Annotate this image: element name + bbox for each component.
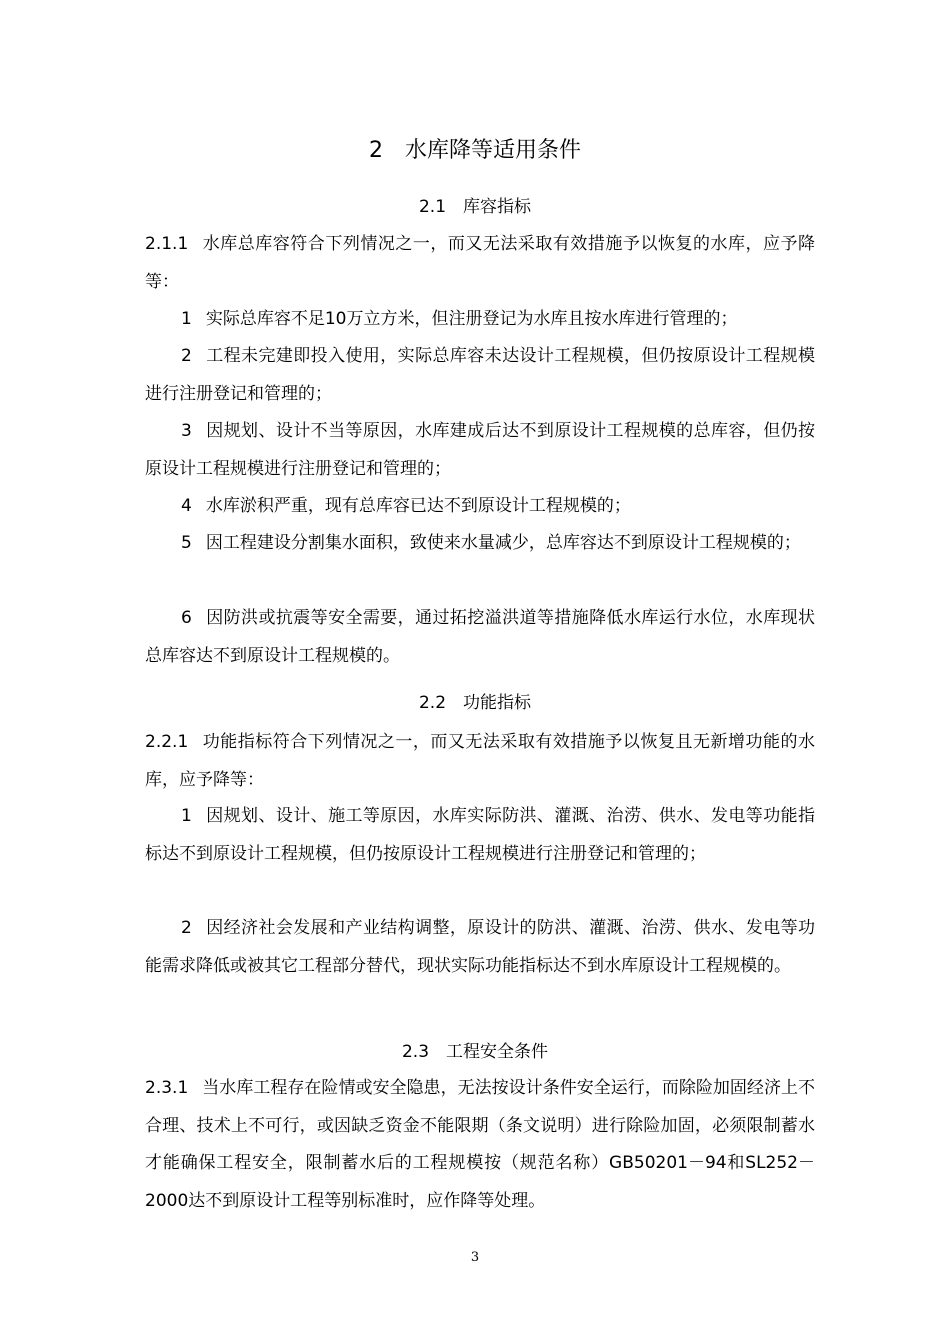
- item-number: 2: [181, 346, 192, 366]
- section-heading-2-2: 2.2 功能指标: [418, 693, 532, 713]
- list-item-2: [145, 338, 815, 413]
- list-item-5: [145, 525, 815, 563]
- page-number: 3: [470, 1250, 480, 1265]
- clause-2-2-1: [145, 724, 815, 799]
- item-text: 因工程建设分割集水面积，致使来水量减少，总库容达不到原设计工程规模的；: [205, 533, 801, 553]
- clause-number: 2.1.1: [145, 234, 189, 254]
- item-text: 实际总库容不足10万立方米，但注册登记为水库且按水库进行管理的；: [205, 309, 738, 329]
- item-number: 4: [181, 496, 192, 516]
- clause-number: 2.2.1: [145, 732, 189, 752]
- item-number: 2: [181, 918, 192, 938]
- list-item-1: [145, 301, 815, 339]
- clause-2-1-1: [145, 226, 815, 301]
- clause-text: 当水库工程存在险情或安全隐患，无法按设计条件安全运行，而除险加固经济上不合理、技术上不可行，或因缺乏资金不能限期（条文说明）进行除险加固，必须限制蓄水才能确保工程安全，限制蓄水后的工程规模按（规范名称）GB50201－94和SL252－2000达不到原设计工程等别标准时，应作降等处理。: [145, 1078, 815, 1211]
- list-item-4: [145, 488, 815, 526]
- section-heading-2-1: 2.1 库容指标: [418, 197, 532, 217]
- chapter-title: 2 水库降等适用条件: [369, 138, 581, 163]
- item-text: 因经济社会发展和产业结构调整，原设计的防洪、灌溉、治涝、供水、发电等功能需求降低或被其它工程部分替代，现状实际功能指标达不到水库原设计工程规模的。: [145, 918, 815, 976]
- item-text: 工程未完建即投入使用，实际总库容未达设计工程规模，但仍按原设计工程规模进行注册登记和管理的；: [145, 346, 815, 404]
- item-number: 3: [181, 421, 192, 441]
- item-text: 因防洪或抗震等安全需要，通过拓挖溢洪道等措施降低水库运行水位，水库现状总库容达不到原设计工程规模的。: [145, 608, 815, 666]
- section-heading-2-3: 2.3 工程安全条件: [401, 1042, 549, 1062]
- clause-2-3-1: [145, 1070, 815, 1220]
- item-number: 6: [181, 608, 192, 628]
- item-text: 因规划、设计不当等原因，水库建成后达不到原设计工程规模的总库容，但仍按原设计工程规模进行注册登记和管理的；: [145, 421, 815, 479]
- list-item-2: [145, 910, 815, 985]
- list-item-3: [145, 413, 815, 488]
- item-text: 因规划、设计、施工等原因，水库实际防洪、灌溉、治涝、供水、发电等功能指标达不到原设计工程规模，但仍按原设计工程规模进行注册登记和管理的；: [145, 806, 815, 864]
- item-number: 1: [181, 806, 192, 826]
- clause-text: 水库总库容符合下列情况之一，而又无法采取有效措施予以恢复的水库，应予降等：: [145, 234, 815, 292]
- clause-number: 2.3.1: [145, 1078, 189, 1098]
- item-number: 1: [181, 309, 192, 329]
- item-text: 水库淤积严重，现有总库容已达不到原设计工程规模的；: [205, 496, 631, 516]
- list-item-1: [145, 798, 815, 873]
- list-item-6: [145, 600, 815, 675]
- clause-text: 功能指标符合下列情况之一，而又无法采取有效措施予以恢复且无新增功能的水库，应予降等：: [145, 732, 815, 790]
- item-number: 5: [181, 533, 192, 553]
